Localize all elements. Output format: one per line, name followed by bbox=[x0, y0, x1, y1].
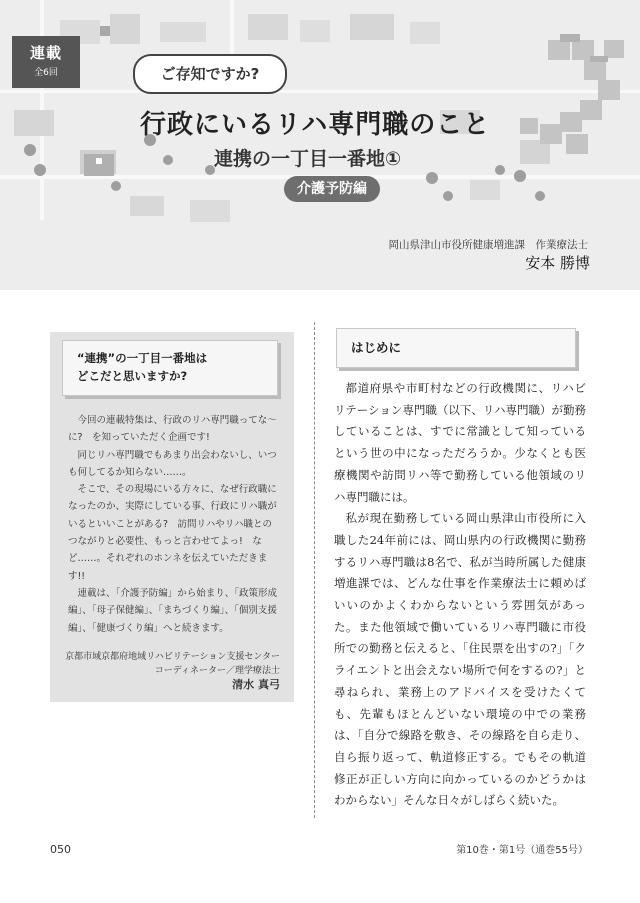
signature-role: コーディネーター／理学療法士 bbox=[154, 666, 280, 676]
question-bubble: ご存知ですか? bbox=[133, 54, 287, 94]
sidebar-question-box bbox=[62, 340, 278, 396]
header-banner bbox=[0, 0, 640, 290]
sidebar-question-line: どこだと思いますか? bbox=[77, 369, 188, 383]
column-divider bbox=[314, 322, 315, 818]
series-badge bbox=[12, 36, 80, 88]
signature-org: 京都市域京都府地域リハビリテーション支援センター bbox=[65, 652, 280, 662]
author-affiliation: 岡山県津山市役所健康増進課 作業療法士 bbox=[388, 239, 588, 251]
body-paragraph: 都道府県や市町村などの行政機関に、リハビリテーション専門職（以下、リハ専門職）が勤務していることは、すでに常識として知っているという世の中になっただろうか。少なくとも医療機関や訪問リハ等で勤務している他領域のリハ専門職には。 bbox=[334, 381, 586, 504]
series-label: 連載 bbox=[29, 44, 62, 62]
main-body bbox=[334, 378, 586, 812]
sidebar-paragraph: 同じリハ専門職でもあまり出会わないし、いつも何してるか知らない……。 bbox=[68, 449, 277, 478]
author-name: 安本 勝博 bbox=[525, 254, 590, 272]
hospital-icon bbox=[84, 154, 114, 176]
page-number: 050 bbox=[50, 843, 71, 856]
issue-info: 第10巻・第1号（通巻55号） bbox=[456, 845, 588, 856]
sidebar-body bbox=[68, 412, 280, 637]
sidebar-signature bbox=[65, 650, 280, 692]
sidebar-paragraph: 連載は、「介護予防編」から始まり、「政策形成編」、「母子保健編」、「まちづくり編」、「個別支援編」、「健康づくり編」へと続きます。 bbox=[68, 587, 278, 634]
sidebar-paragraph: そこで、その現場にいる方々に、なぜ行政職になったのか、実際にしている事、行政にリハ職がいるといいことがある? 訪問リハやリハ職とのつながりと必要性、もっと言わせてよっ! など……。それぞれのホンネを伝えていただきます!! bbox=[68, 484, 277, 582]
sidebar-question-line: “連携”の一丁目一番地は bbox=[77, 351, 208, 365]
signature-name: 清水 真弓 bbox=[232, 678, 280, 691]
body-paragraph: 私が現在勤務している岡山県津山市役所に入職した24年前には、岡山県内の行政機関に勤務するリハ専門職は8名で、私が当時所属した健康増進課では、どんな仕事を作業療法士に頼めばいいのかよくわからないという雰囲気があった。また他領域で働いているリハ専門職に市役所での勤務と伝えると、「住民票を出すの?」「クライエントと出会えない場所で何をするの?」と尋ねられ、業務上のアドバイスを受けたくても、先輩もほとんどいない環境の中での業務は、「自分で線路を敷き、その線路を自ら走り、自ら振り返って、軌道修正する。でもその軌道修正が正しい方向に向かっているのかどうかはわからない」そんな日々がしばらく続いた。 bbox=[334, 511, 586, 808]
intro-sidebar bbox=[50, 332, 294, 702]
article-subtitle: 連携の一丁目一番地① bbox=[214, 148, 402, 170]
section-heading: はじめに bbox=[336, 328, 576, 368]
series-count: 全6回 bbox=[34, 68, 58, 78]
article-title: 行政にいるリハ専門職のこと bbox=[140, 110, 491, 140]
edition-badge: 介護予防編 bbox=[284, 176, 380, 202]
sidebar-paragraph: 今回の連載特集は、行政のリハ専門職ってな〜に? を知っていただく企画です! bbox=[68, 415, 277, 444]
